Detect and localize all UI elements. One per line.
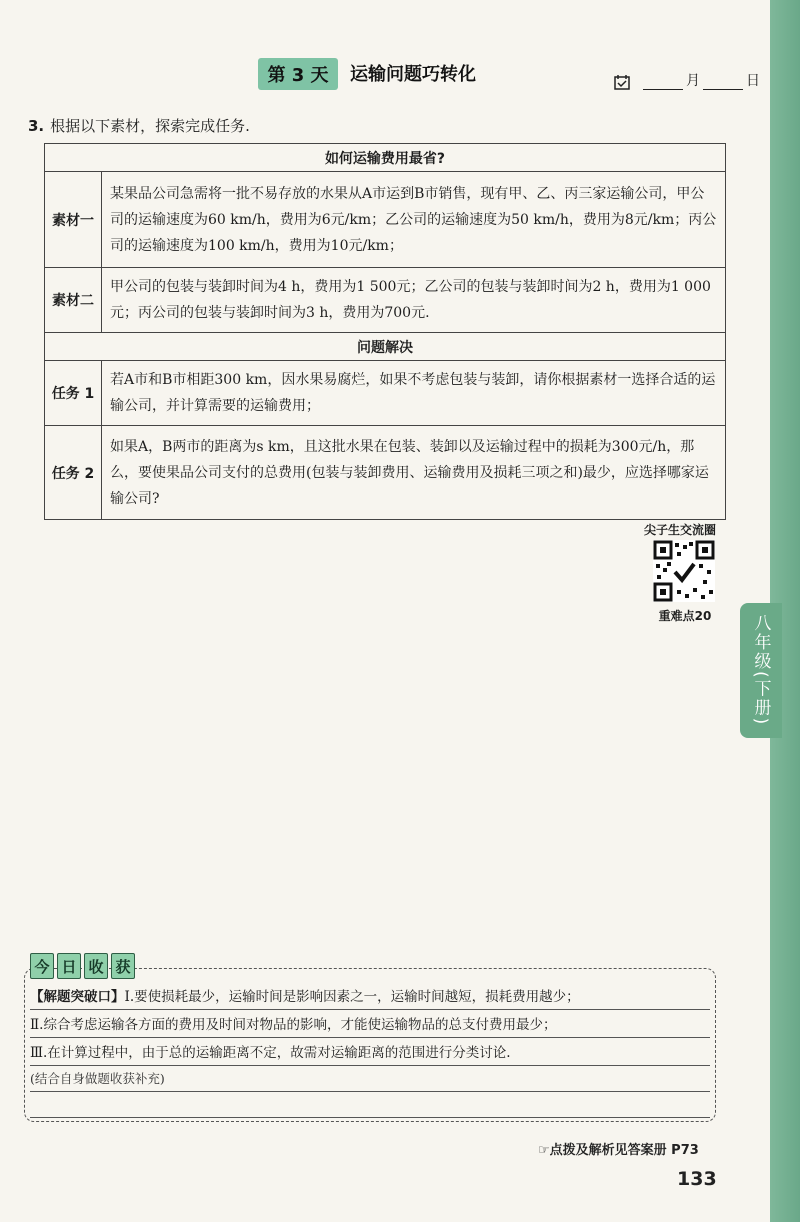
grade-side-tab: 八年级(下册) (740, 603, 782, 738)
task-text: 若A市和B市相距300 km，因水果易腐烂，如果不考虑包装与装卸，请你根据素材一选择合适的运输公司，并计算需要的运输费用； (102, 361, 726, 426)
task-row (45, 361, 726, 426)
badge-char: 日 (57, 953, 81, 979)
task-heading: 问题解决 (45, 333, 726, 361)
summary-line (30, 986, 710, 1010)
qr-caption: 尖子生交流圈 (643, 523, 716, 537)
task-label: 任务 1 (45, 361, 102, 426)
summary-text: Ⅲ.在计算过程中，由于总的运输距离不定，故需对运输距离的范围进行分类讨论. (30, 1045, 511, 1061)
task-row (45, 426, 726, 520)
badge-char: 收 (84, 953, 108, 979)
task-label: 任务 2 (45, 426, 102, 520)
qr-subcaption: 重难点20 (658, 609, 712, 623)
summary-text: Ⅱ.综合考虑运输各方面的费用及时间对物品的影响，才能使运输物品的总支付费用最少； (30, 1017, 557, 1033)
task-header-row (45, 333, 726, 361)
badge-char: 今 (30, 953, 54, 979)
badge-char: 获 (111, 953, 135, 979)
qr-code-icon[interactable] (653, 540, 715, 602)
question-text: 根据以下素材，探索完成任务. (50, 117, 250, 135)
question-number: 3. (28, 117, 45, 135)
summary-blank-line[interactable] (30, 1094, 710, 1118)
calendar-icon (614, 74, 630, 90)
day-tag: 第 3 天 (258, 58, 338, 90)
month-blank[interactable] (643, 76, 683, 90)
table-main-heading: 如何运输费用最省? (45, 144, 726, 172)
summary-note-line[interactable] (30, 1068, 710, 1092)
material-text: 某果品公司急需将一批不易存放的水果从A市运到B市销售，现有甲、乙、丙三家运输公司，甲公司的运输速度为60 km/h，费用为6元/km；乙公司的运输速度为50 km/h，费用为8元/km；丙公司的运输速度为100 km/h，费用为10元/km； (102, 172, 726, 268)
material-row (45, 268, 726, 333)
summary-note: (结合自身做题收获补充) (30, 1071, 165, 1086)
materials-table (44, 143, 726, 520)
summary-badge (30, 953, 138, 979)
day-blank[interactable] (703, 76, 743, 90)
page-title: 运输问题巧转化 (350, 64, 476, 85)
material-label: 素材一 (45, 172, 102, 268)
date-field (614, 70, 760, 90)
summary-line (30, 1042, 710, 1066)
question-prompt (28, 115, 250, 136)
summary-label: 【解题突破口】 (30, 989, 125, 1005)
summary-line (30, 1014, 710, 1038)
table-header-row (45, 144, 726, 172)
answer-reference: ☞点拨及解析见答案册 P73 (538, 1143, 699, 1158)
month-label: 月 (686, 73, 700, 89)
page-number: 133 (677, 1168, 717, 1190)
task-text: 如果A，B两市的距离为s km，且这批水果在包装、装卸以及运输过程中的损耗为300元/h，那么，要使果品公司支付的总费用(包装与装卸费用、运输费用及损耗三项之和)最少，应选择哪家运输公司? (102, 426, 726, 520)
material-label: 素材二 (45, 268, 102, 333)
material-text: 甲公司的包装与装卸时间为4 h，费用为1 500元；乙公司的包装与装卸时间为2 h，费用为1 000元；丙公司的包装与装卸时间为3 h，费用为700元. (102, 268, 726, 333)
material-row (45, 172, 726, 268)
day-label: 日 (746, 73, 760, 89)
summary-text: Ⅰ.要使损耗最少，运输时间是影响因素之一，运输时间越短，损耗费用越少； (124, 989, 580, 1005)
